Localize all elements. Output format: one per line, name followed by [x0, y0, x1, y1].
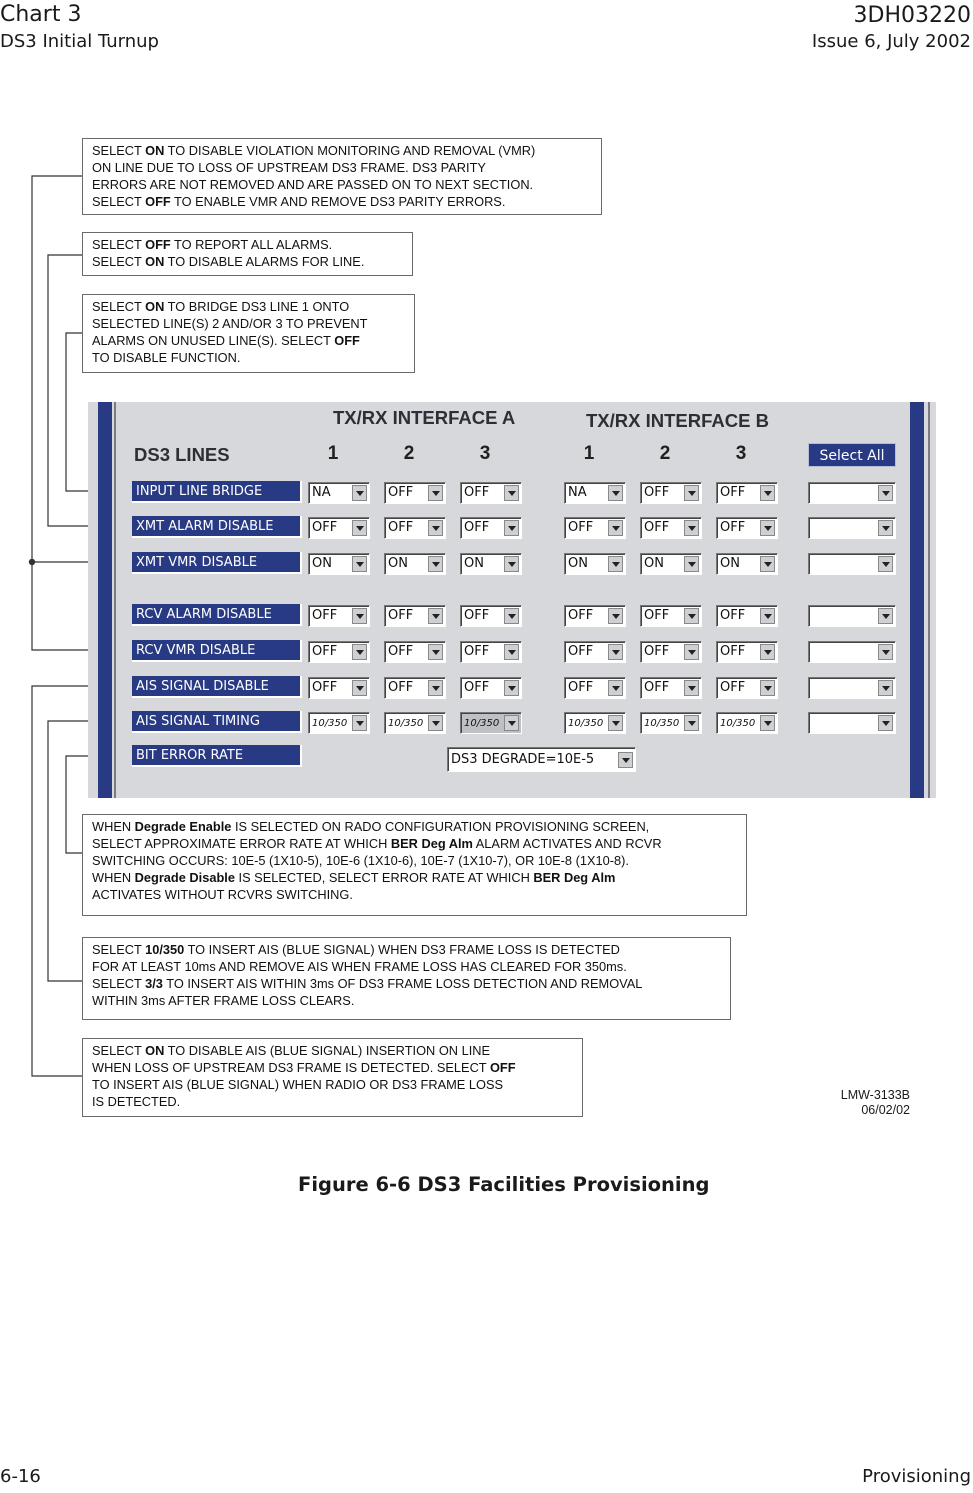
line-setting-select[interactable]: [564, 712, 626, 734]
line-setting-value: OFF: [312, 644, 338, 659]
chevron-down-icon: [760, 608, 775, 624]
chevron-down-icon: [684, 485, 699, 501]
line-setting-value: 10/350: [720, 718, 756, 729]
line-setting-value: OFF: [568, 520, 594, 535]
row-label: INPUT LINE BRIDGE: [132, 481, 302, 503]
line-setting-select[interactable]: [716, 641, 778, 663]
column-number: 2: [403, 443, 415, 464]
ds3-lines-title: DS3 LINES: [134, 444, 230, 465]
ds3-facilities-panel: [88, 402, 936, 798]
line-setting-value: NA: [312, 485, 331, 500]
chevron-down-icon: [760, 556, 775, 572]
chevron-down-icon: [608, 608, 623, 624]
chart-title: Chart 3: [0, 2, 82, 27]
line-setting-select[interactable]: [640, 712, 702, 734]
line-setting-select[interactable]: [564, 677, 626, 699]
chevron-down-icon: [684, 644, 699, 660]
line-setting-select[interactable]: [640, 553, 702, 575]
section-name: Provisioning: [862, 1466, 971, 1487]
line-setting-select[interactable]: [308, 641, 370, 663]
line-setting-select[interactable]: [564, 482, 626, 504]
line-setting-select[interactable]: [640, 605, 702, 627]
line-setting-select[interactable]: [384, 517, 446, 539]
chevron-down-icon: [352, 556, 367, 572]
chart-subtitle: DS3 Initial Turnup: [0, 31, 159, 52]
line-setting-select[interactable]: [460, 712, 522, 734]
line-setting-select[interactable]: [384, 482, 446, 504]
row-label: AIS SIGNAL TIMING: [132, 711, 302, 733]
line-setting-value: 10/350: [464, 718, 500, 729]
line-setting-select[interactable]: [308, 482, 370, 504]
line-setting-value: OFF: [312, 680, 338, 695]
line-setting-value: OFF: [720, 520, 746, 535]
chevron-down-icon: [504, 608, 519, 624]
chevron-down-icon: [878, 715, 893, 731]
line-setting-value: ON: [720, 556, 740, 571]
chevron-down-icon: [760, 715, 775, 731]
chevron-down-icon: [878, 520, 893, 536]
row-label: RCV ALARM DISABLE: [132, 604, 302, 626]
line-setting-select[interactable]: [640, 517, 702, 539]
line-setting-value: 10/350: [568, 718, 604, 729]
chevron-down-icon: [504, 680, 519, 696]
chevron-down-icon: [428, 680, 443, 696]
line-setting-select[interactable]: [640, 677, 702, 699]
chevron-down-icon: [504, 485, 519, 501]
line-setting-value: OFF: [644, 680, 670, 695]
line-setting-select[interactable]: [564, 517, 626, 539]
line-setting-select[interactable]: [308, 677, 370, 699]
panel-right-rule: [928, 402, 930, 798]
callout-ais-disable: SELECT ON TO DISABLE AIS (BLUE SIGNAL) INSERTION ON LINE WHEN LOSS OF UPSTREAM DS3 FRAME IS DETECTED. SELECT OFF TO INSERT AIS (BLUE SIGNAL) WHEN RADIO OR DS3 FRAME LOSS IS DETECTED.: [82, 1038, 583, 1117]
line-setting-select[interactable]: [716, 677, 778, 699]
drawing-date: 06/02/02: [861, 1103, 910, 1117]
chevron-down-icon: [760, 520, 775, 536]
interface-b-title: TX/RX INTERFACE B: [586, 410, 769, 431]
select-all-row-select[interactable]: [808, 712, 896, 734]
line-setting-select[interactable]: [640, 641, 702, 663]
chevron-down-icon: [504, 520, 519, 536]
callout-vmr-disable: SELECT ON TO DISABLE VIOLATION MONITORING AND REMOVAL (VMR) ON LINE DUE TO LOSS OF UPSTREAM DS3 FRAME. DS3 PARITY ERRORS ARE NOT REMOVED AND ARE PASSED ON TO NEXT SECTION. SELECT OFF TO ENABLE VMR AND REMOVE DS3 PARITY ERRORS.: [82, 138, 602, 215]
chevron-down-icon: [608, 485, 623, 501]
page-number: 6-16: [0, 1466, 41, 1487]
line-setting-value: ON: [312, 556, 332, 571]
chevron-down-icon: [684, 715, 699, 731]
line-setting-select[interactable]: [640, 482, 702, 504]
callout-ais-timing: SELECT 10/350 TO INSERT AIS (BLUE SIGNAL) WHEN DS3 FRAME LOSS IS DETECTED FOR AT LEAST 10ms AND REMOVE AIS WHEN FRAME LOSS HAS CLEARED FOR 350ms. SELECT 3/3 TO INSERT AIS WITHIN 3ms OF DS3 FRAME LOSS DETECTION AND REMOVAL WITHIN 3ms AFTER FRAME LOSS CLEARS.: [82, 937, 731, 1020]
line-setting-value: ON: [464, 556, 484, 571]
line-setting-value: OFF: [388, 520, 414, 535]
line-setting-value: 10/350: [388, 718, 424, 729]
line-setting-select[interactable]: [716, 553, 778, 575]
chevron-down-icon: [352, 644, 367, 660]
line-setting-select[interactable]: [460, 677, 522, 699]
line-setting-value: OFF: [720, 608, 746, 623]
line-setting-value: OFF: [720, 644, 746, 659]
row-label: RCV VMR DISABLE: [132, 640, 302, 662]
chevron-down-icon: [608, 715, 623, 731]
chevron-down-icon: [428, 485, 443, 501]
line-setting-value: ON: [388, 556, 408, 571]
line-setting-select[interactable]: [384, 641, 446, 663]
column-number: 2: [659, 443, 671, 464]
column-number: 3: [735, 443, 747, 464]
line-setting-value: OFF: [464, 644, 490, 659]
column-number: 1: [327, 443, 339, 464]
line-setting-value: OFF: [388, 608, 414, 623]
select-all-row-select[interactable]: [808, 553, 896, 575]
chevron-down-icon: [760, 680, 775, 696]
line-setting-value: OFF: [312, 520, 338, 535]
callout-bit-error-rate: WHEN Degrade Enable IS SELECTED ON RADO CONFIGURATION PROVISIONING SCREEN, SELECT APPROXIMATE ERROR RATE AT WHICH BER Deg Alm ALARM ACTIVATES AND RCVR SWITCHING OCCURS: 10E-5 (1X10-5), 10E-6 (1X10-6), 10E-7 (1X10-7), OR 10E-8 (1X10-8). WHEN Degrade Disable IS SELECTED, SELECT ERROR RATE AT WHICH BER Deg Alm ACTIVATES WITHOUT RCVRS SWITCHING.: [82, 814, 747, 916]
doc-number: 3DH03220: [853, 3, 971, 28]
issue-date: Issue 6, July 2002: [811, 31, 971, 52]
line-setting-select[interactable]: [384, 605, 446, 627]
line-setting-value: NA: [568, 485, 587, 500]
chevron-down-icon: [504, 556, 519, 572]
figure-caption: Figure 6-6 DS3 Facilities Provisioning: [298, 1173, 710, 1196]
line-setting-select[interactable]: [460, 641, 522, 663]
chevron-down-icon: [352, 680, 367, 696]
line-setting-value: OFF: [644, 485, 670, 500]
line-setting-select[interactable]: [384, 553, 446, 575]
callout-alarm-disable: SELECT OFF TO REPORT ALL ALARMS. SELECT ON TO DISABLE ALARMS FOR LINE.: [82, 232, 413, 276]
line-setting-value: OFF: [464, 608, 490, 623]
chevron-down-icon: [352, 485, 367, 501]
line-setting-value: OFF: [644, 608, 670, 623]
chevron-down-icon: [608, 520, 623, 536]
chevron-down-icon: [878, 644, 893, 660]
line-setting-value: OFF: [312, 608, 338, 623]
line-setting-select[interactable]: [460, 553, 522, 575]
panel-left-rule: [114, 402, 116, 798]
chevron-down-icon: [878, 485, 893, 501]
line-setting-select[interactable]: [460, 482, 522, 504]
line-setting-value: OFF: [644, 520, 670, 535]
line-setting-select[interactable]: [384, 677, 446, 699]
chevron-down-icon: [608, 556, 623, 572]
chevron-down-icon: [352, 715, 367, 731]
chevron-down-icon: [352, 520, 367, 536]
line-setting-value: OFF: [464, 520, 490, 535]
line-setting-value: OFF: [720, 485, 746, 500]
line-setting-select[interactable]: [308, 517, 370, 539]
chevron-down-icon: [504, 644, 519, 660]
chevron-down-icon: [684, 520, 699, 536]
chevron-down-icon: [608, 680, 623, 696]
line-setting-value: 10/350: [312, 718, 348, 729]
ber-degrade-select[interactable]: [447, 747, 636, 772]
line-setting-value: OFF: [388, 680, 414, 695]
chevron-down-icon: [428, 644, 443, 660]
chevron-down-icon: [684, 608, 699, 624]
line-setting-select[interactable]: [460, 517, 522, 539]
line-setting-select[interactable]: [308, 553, 370, 575]
chevron-down-icon: [760, 644, 775, 660]
line-setting-value: ON: [644, 556, 664, 571]
line-setting-value: OFF: [464, 485, 490, 500]
chevron-down-icon: [878, 556, 893, 572]
interface-a-title: TX/RX INTERFACE A: [333, 407, 516, 428]
line-setting-select[interactable]: [384, 712, 446, 734]
select-all-button[interactable]: Select All: [808, 443, 896, 467]
ber-degrade-value: DS3 DEGRADE=10E-5: [451, 752, 595, 767]
panel-right-bar: [910, 402, 924, 798]
line-setting-select[interactable]: [716, 712, 778, 734]
chevron-down-icon: [878, 608, 893, 624]
line-setting-value: OFF: [568, 644, 594, 659]
line-setting-select[interactable]: [460, 605, 522, 627]
line-setting-select[interactable]: [716, 482, 778, 504]
panel-left-bar: [98, 402, 112, 798]
chevron-down-icon: [618, 752, 633, 768]
chevron-down-icon: [428, 608, 443, 624]
chevron-down-icon: [352, 608, 367, 624]
chevron-down-icon: [428, 715, 443, 731]
select-all-row-select[interactable]: [808, 482, 896, 504]
line-setting-value: OFF: [568, 680, 594, 695]
line-setting-value: OFF: [388, 485, 414, 500]
chevron-down-icon: [608, 644, 623, 660]
line-setting-value: OFF: [568, 608, 594, 623]
chevron-down-icon: [878, 680, 893, 696]
row-label: XMT VMR DISABLE: [132, 552, 302, 574]
chevron-down-icon: [504, 715, 519, 731]
row-label-bit-error-rate: BIT ERROR RATE: [132, 745, 302, 767]
line-setting-value: OFF: [644, 644, 670, 659]
line-setting-value: OFF: [388, 644, 414, 659]
line-setting-select[interactable]: [564, 553, 626, 575]
select-all-row-select[interactable]: [808, 605, 896, 627]
line-setting-value: OFF: [720, 680, 746, 695]
column-number: 1: [583, 443, 595, 464]
select-all-row-select[interactable]: [808, 641, 896, 663]
chevron-down-icon: [684, 680, 699, 696]
callout-input-line-bridge: SELECT ON TO BRIDGE DS3 LINE 1 ONTO SELECTED LINE(S) 2 AND/OR 3 TO PREVENT ALARMS ON UNUSED LINE(S). SELECT OFF TO DISABLE FUNCTION.: [82, 294, 415, 373]
row-label: AIS SIGNAL DISABLE: [132, 676, 302, 698]
column-number: 3: [479, 443, 491, 464]
line-setting-select[interactable]: [308, 712, 370, 734]
select-all-row-select[interactable]: [808, 677, 896, 699]
drawing-code: LMW-3133B: [840, 1088, 910, 1102]
line-setting-select[interactable]: [564, 641, 626, 663]
chevron-down-icon: [428, 556, 443, 572]
line-setting-value: OFF: [464, 680, 490, 695]
line-setting-value: 10/350: [644, 718, 680, 729]
chevron-down-icon: [428, 520, 443, 536]
line-setting-select[interactable]: [716, 517, 778, 539]
chevron-down-icon: [684, 556, 699, 572]
row-label: XMT ALARM DISABLE: [132, 516, 302, 538]
line-setting-value: ON: [568, 556, 588, 571]
chevron-down-icon: [760, 485, 775, 501]
line-setting-select[interactable]: [564, 605, 626, 627]
drawing-id: [841, 1088, 910, 1118]
line-setting-select[interactable]: [716, 605, 778, 627]
select-all-row-select[interactable]: [808, 517, 896, 539]
line-setting-select[interactable]: [308, 605, 370, 627]
